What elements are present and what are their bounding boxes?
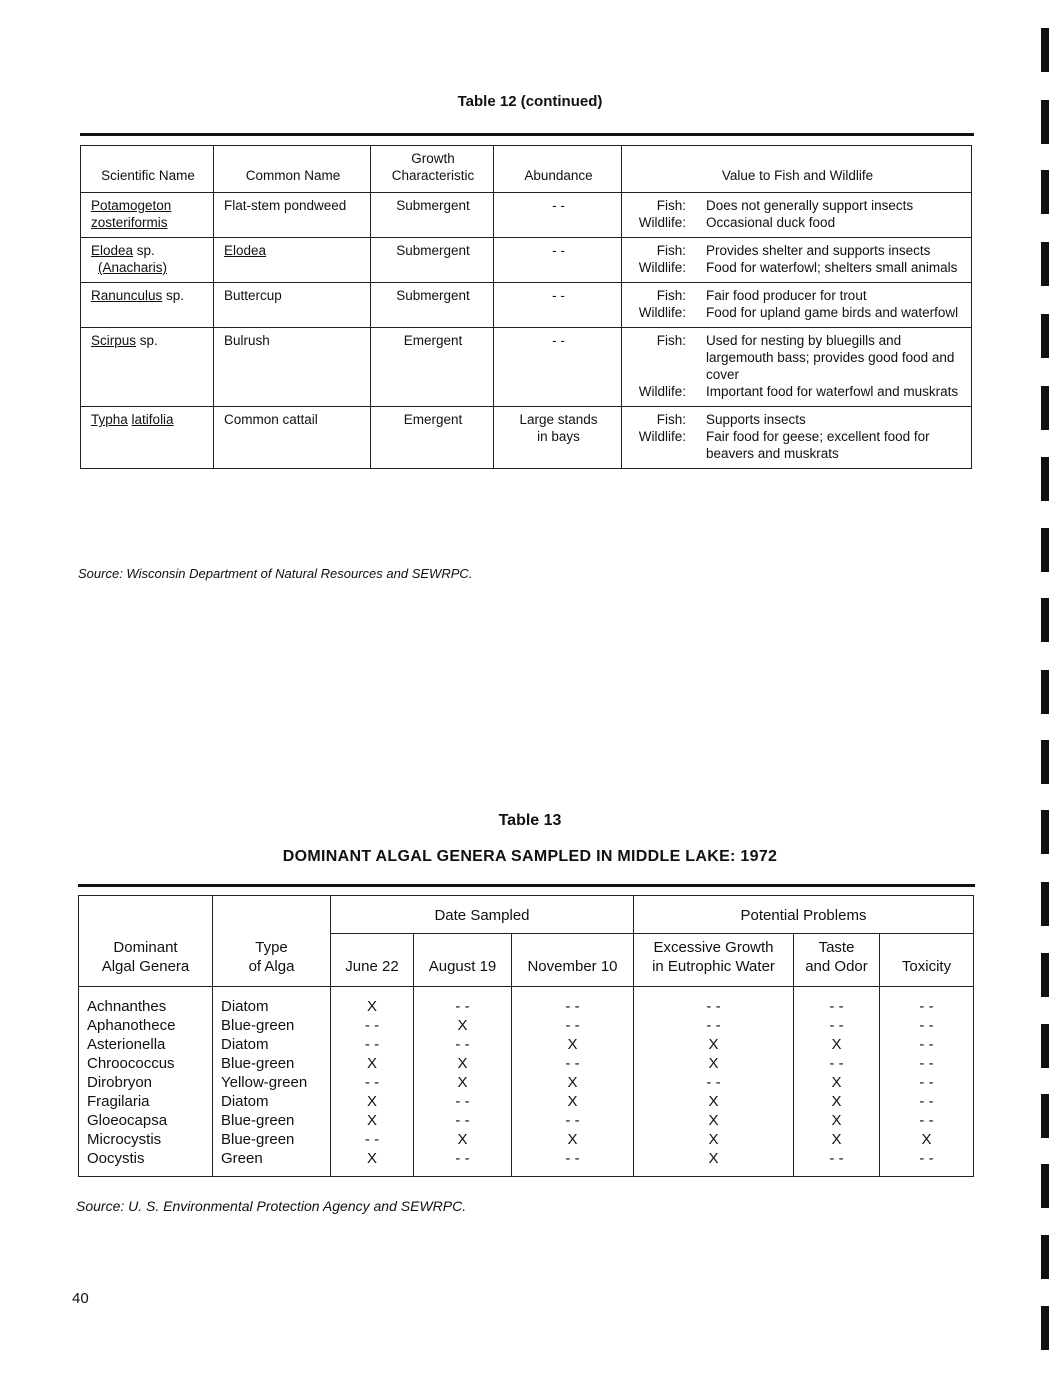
scientific-name-cell xyxy=(81,193,214,238)
common-name: Common cattail xyxy=(214,407,371,469)
scientific-name-suffix: sp. xyxy=(133,243,155,258)
growth-characteristic: Submergent xyxy=(371,283,494,328)
table13-subtitle: DOMINANT ALGAL GENERA SAMPLED IN MIDDLE LAKE: 1972 xyxy=(282,848,778,865)
excessive-growth-cell: X xyxy=(634,1035,794,1054)
table-row xyxy=(79,1054,974,1073)
table13-title: Table 13 xyxy=(498,812,562,829)
header-potential-problems: Potential Problems xyxy=(634,896,974,934)
type-cell: Diatom xyxy=(213,1035,331,1054)
abundance-line2: in bays xyxy=(537,429,580,444)
excessive-growth-cell: - - xyxy=(634,1073,794,1092)
table13-header-group-row xyxy=(79,896,974,934)
august-19-cell: X xyxy=(414,1054,512,1073)
genus-cell: Dirobryon xyxy=(79,1073,213,1092)
scientific-name: Typha xyxy=(91,412,128,427)
type-cell: Diatom xyxy=(213,987,331,1017)
value-cell xyxy=(622,283,972,328)
type-cell: Green xyxy=(213,1149,331,1177)
header-excessive-line1: Excessive Growth xyxy=(653,939,774,956)
wildlife-value: Important food for waterfowl and muskrats xyxy=(706,384,959,399)
june-22-cell: X xyxy=(331,1092,414,1111)
table12-title: Table 12 (continued) xyxy=(457,93,603,110)
header-date-sampled: Date Sampled xyxy=(331,896,634,934)
wildlife-label: Wildlife: xyxy=(638,305,686,320)
header-type-line1: Type xyxy=(255,939,288,956)
taste-and-odor-cell: - - xyxy=(794,1016,880,1035)
june-22-cell: X xyxy=(331,1111,414,1130)
header-growth-line2: Characteristic xyxy=(391,168,475,183)
table-row xyxy=(79,987,974,1017)
header-genera-line1: Dominant xyxy=(113,939,178,956)
table-row xyxy=(81,283,972,328)
toxicity-cell: - - xyxy=(880,987,974,1017)
november-10-cell: X xyxy=(512,1035,634,1054)
scientific-name-species: latifolia xyxy=(131,412,174,427)
type-cell: Blue-green xyxy=(213,1111,331,1130)
header-june-22: June 22 xyxy=(331,934,414,987)
fish-label: Fish: xyxy=(656,333,686,348)
genus-cell: Microcystis xyxy=(79,1130,213,1149)
registration-bar xyxy=(1041,882,1049,926)
toxicity-cell: X xyxy=(880,1130,974,1149)
table-row xyxy=(81,328,972,407)
excessive-growth-cell: - - xyxy=(634,1016,794,1035)
registration-bar xyxy=(1041,1235,1049,1279)
registration-bar xyxy=(1041,598,1049,642)
genus-cell: Asterionella xyxy=(79,1035,213,1054)
fish-value: Fair food producer for trout xyxy=(706,288,867,303)
scientific-name: Potamogeton xyxy=(91,198,172,213)
taste-and-odor-cell: X xyxy=(794,1035,880,1054)
taste-and-odor-cell: X xyxy=(794,1111,880,1130)
growth-characteristic: Submergent xyxy=(371,238,494,283)
genus-cell: Chroococcus xyxy=(79,1054,213,1073)
genus-cell: Achnanthes xyxy=(79,987,213,1017)
august-19-cell: - - xyxy=(414,1092,512,1111)
registration-bar xyxy=(1041,1024,1049,1068)
excessive-growth-cell: X xyxy=(634,1092,794,1111)
registration-bar xyxy=(1041,242,1049,286)
fish-label: Fish: xyxy=(656,198,686,213)
toxicity-cell: - - xyxy=(880,1035,974,1054)
scientific-name: Ranunculus xyxy=(91,288,163,303)
abundance-cell xyxy=(494,407,622,469)
registration-bar xyxy=(1041,810,1049,854)
wildlife-value: Fair food for geese; excellent food for beavers and muskrats xyxy=(706,429,930,461)
wildlife-label: Wildlife: xyxy=(638,260,686,275)
header-taste-line2: and Odor xyxy=(805,958,868,975)
header-growth-line1: Growth xyxy=(411,151,455,166)
june-22-cell: - - xyxy=(331,1035,414,1054)
scientific-name: Scirpus xyxy=(91,333,137,348)
taste-and-odor-cell: - - xyxy=(794,1149,880,1177)
registration-bar xyxy=(1041,740,1049,784)
registration-bar xyxy=(1041,100,1049,144)
wildlife-value: Food for upland game birds and waterfowl xyxy=(706,305,959,320)
type-cell: Diatom xyxy=(213,1092,331,1111)
scientific-name-cell xyxy=(81,328,214,407)
fish-label: Fish: xyxy=(656,243,686,258)
november-10-cell: - - xyxy=(512,1111,634,1130)
header-type-line2: of Alga xyxy=(248,958,295,975)
november-10-cell: - - xyxy=(512,1016,634,1035)
abundance-line1: Large stands xyxy=(519,412,598,427)
header-excessive-growth xyxy=(634,934,794,987)
header-common-name: Common Name xyxy=(214,146,371,193)
november-10-cell: X xyxy=(512,1073,634,1092)
august-19-cell: - - xyxy=(414,1149,512,1177)
table12 xyxy=(80,145,972,469)
registration-bar xyxy=(1041,1306,1049,1350)
registration-bar xyxy=(1041,457,1049,501)
registration-bar xyxy=(1041,528,1049,572)
taste-and-odor-cell: X xyxy=(794,1073,880,1092)
registration-bar xyxy=(1041,170,1049,214)
excessive-growth-cell: X xyxy=(634,1130,794,1149)
june-22-cell: X xyxy=(331,1149,414,1177)
table12-source: Source: Wisconsin Department of Natural Resources and SEWRPC. xyxy=(78,566,473,581)
november-10-cell: - - xyxy=(512,1054,634,1073)
value-cell xyxy=(622,238,972,283)
table-row xyxy=(79,1073,974,1092)
header-november-10: November 10 xyxy=(512,934,634,987)
scientific-name-line2: (Anacharis) xyxy=(98,260,168,275)
table13-source: Source: U. S. Environmental Protection Agency and SEWRPC. xyxy=(76,1198,467,1214)
table-row xyxy=(81,193,972,238)
table-row xyxy=(79,1016,974,1035)
table-row xyxy=(79,1035,974,1054)
registration-bar xyxy=(1041,670,1049,714)
wildlife-label: Wildlife: xyxy=(638,384,686,399)
wildlife-label: Wildlife: xyxy=(638,215,686,230)
header-taste-line1: Taste xyxy=(818,939,855,956)
genus-cell: Fragilaria xyxy=(79,1092,213,1111)
common-name: Flat-stem pondweed xyxy=(214,193,371,238)
november-10-cell: X xyxy=(512,1092,634,1111)
toxicity-cell: - - xyxy=(880,1016,974,1035)
table13-body xyxy=(79,987,974,1177)
scientific-name: Elodea xyxy=(91,243,134,258)
registration-bar xyxy=(1041,28,1049,72)
registration-bar xyxy=(1041,386,1049,430)
wildlife-value: Food for waterfowl; shelters small animals xyxy=(706,260,958,275)
june-22-cell: - - xyxy=(331,1073,414,1092)
november-10-cell: - - xyxy=(512,1149,634,1177)
header-type-of-alga xyxy=(213,896,331,987)
header-value-fish-wildlife: Value to Fish and Wildlife xyxy=(622,146,972,193)
genus-cell: Aphanothece xyxy=(79,1016,213,1035)
taste-and-odor-cell: X xyxy=(794,1130,880,1149)
taste-and-odor-cell: - - xyxy=(794,987,880,1017)
august-19-cell: - - xyxy=(414,987,512,1017)
value-cell xyxy=(622,407,972,469)
growth-characteristic: Emergent xyxy=(371,407,494,469)
wildlife-value: Occasional duck food xyxy=(706,215,836,230)
excessive-growth-cell: X xyxy=(634,1111,794,1130)
scientific-name-line2: zosteriformis xyxy=(91,215,168,230)
scientific-name-suffix: sp. xyxy=(162,288,185,303)
taste-and-odor-cell: X xyxy=(794,1092,880,1111)
fish-label: Fish: xyxy=(656,412,686,427)
wildlife-label: Wildlife: xyxy=(638,429,686,444)
scientific-name-cell xyxy=(81,283,214,328)
abundance: - - xyxy=(494,238,622,283)
common-name-cell xyxy=(214,238,371,283)
scientific-name-cell xyxy=(81,238,214,283)
type-cell: Blue-green xyxy=(213,1130,331,1149)
excessive-growth-cell: X xyxy=(634,1054,794,1073)
table13 xyxy=(78,895,974,1177)
growth-characteristic: Submergent xyxy=(371,193,494,238)
genus-cell: Gloeocapsa xyxy=(79,1111,213,1130)
august-19-cell: X xyxy=(414,1016,512,1035)
value-cell xyxy=(622,193,972,238)
june-22-cell: - - xyxy=(331,1130,414,1149)
registration-bar xyxy=(1041,953,1049,997)
type-cell: Blue-green xyxy=(213,1054,331,1073)
common-name: Buttercup xyxy=(214,283,371,328)
common-name: Bulrush xyxy=(214,328,371,407)
november-10-cell: - - xyxy=(512,987,634,1017)
growth-characteristic: Emergent xyxy=(371,328,494,407)
august-19-cell: - - xyxy=(414,1111,512,1130)
june-22-cell: - - xyxy=(331,1016,414,1035)
toxicity-cell: - - xyxy=(880,1092,974,1111)
header-abundance: Abundance xyxy=(494,146,622,193)
header-scientific-name: Scientific Name xyxy=(81,146,214,193)
taste-and-odor-cell: - - xyxy=(794,1054,880,1073)
toxicity-cell: - - xyxy=(880,1054,974,1073)
abundance: - - xyxy=(494,193,622,238)
toxicity-cell: - - xyxy=(880,1149,974,1177)
type-cell: Yellow-green xyxy=(213,1073,331,1092)
header-taste-and-odor xyxy=(794,934,880,987)
header-growth-characteristic xyxy=(371,146,494,193)
genus-cell: Oocystis xyxy=(79,1149,213,1177)
page-number: 40 xyxy=(72,1290,89,1307)
fish-value: Provides shelter and supports insects xyxy=(706,243,931,258)
header-excessive-line2: in Eutrophic Water xyxy=(652,958,775,975)
table-row xyxy=(81,238,972,283)
excessive-growth-cell: - - xyxy=(634,987,794,1017)
abundance: - - xyxy=(494,328,622,407)
value-cell xyxy=(622,328,972,407)
scientific-name-suffix: sp. xyxy=(136,333,158,348)
june-22-cell: X xyxy=(331,1054,414,1073)
registration-bar xyxy=(1041,314,1049,358)
toxicity-cell: - - xyxy=(880,1073,974,1092)
table12-header-row xyxy=(81,146,972,193)
table12-top-rule xyxy=(80,133,974,136)
fish-value: Used for nesting by bluegills and largemouth bass; provides good food and cover xyxy=(706,333,955,382)
fish-value: Supports insects xyxy=(706,412,806,427)
registration-bar xyxy=(1041,1094,1049,1138)
table-row xyxy=(81,407,972,469)
table13-top-rule xyxy=(78,884,975,887)
header-genera-line2: Algal Genera xyxy=(101,958,190,975)
fish-value: Does not generally support insects xyxy=(706,198,914,213)
table-row xyxy=(79,1092,974,1111)
abundance: - - xyxy=(494,283,622,328)
table-row xyxy=(79,1149,974,1177)
fish-label: Fish: xyxy=(656,288,686,303)
table-row xyxy=(79,1111,974,1130)
august-19-cell: X xyxy=(414,1073,512,1092)
header-august-19: August 19 xyxy=(414,934,512,987)
excessive-growth-cell: X xyxy=(634,1149,794,1177)
scientific-name-cell xyxy=(81,407,214,469)
august-19-cell: - - xyxy=(414,1035,512,1054)
registration-bar xyxy=(1041,1164,1049,1208)
august-19-cell: X xyxy=(414,1130,512,1149)
type-cell: Blue-green xyxy=(213,1016,331,1035)
table-row xyxy=(79,1130,974,1149)
header-toxicity: Toxicity xyxy=(880,934,974,987)
june-22-cell: X xyxy=(331,987,414,1017)
toxicity-cell: - - xyxy=(880,1111,974,1130)
november-10-cell: X xyxy=(512,1130,634,1149)
common-name: Elodea xyxy=(224,243,267,258)
header-dominant-algal-genera xyxy=(79,896,213,987)
